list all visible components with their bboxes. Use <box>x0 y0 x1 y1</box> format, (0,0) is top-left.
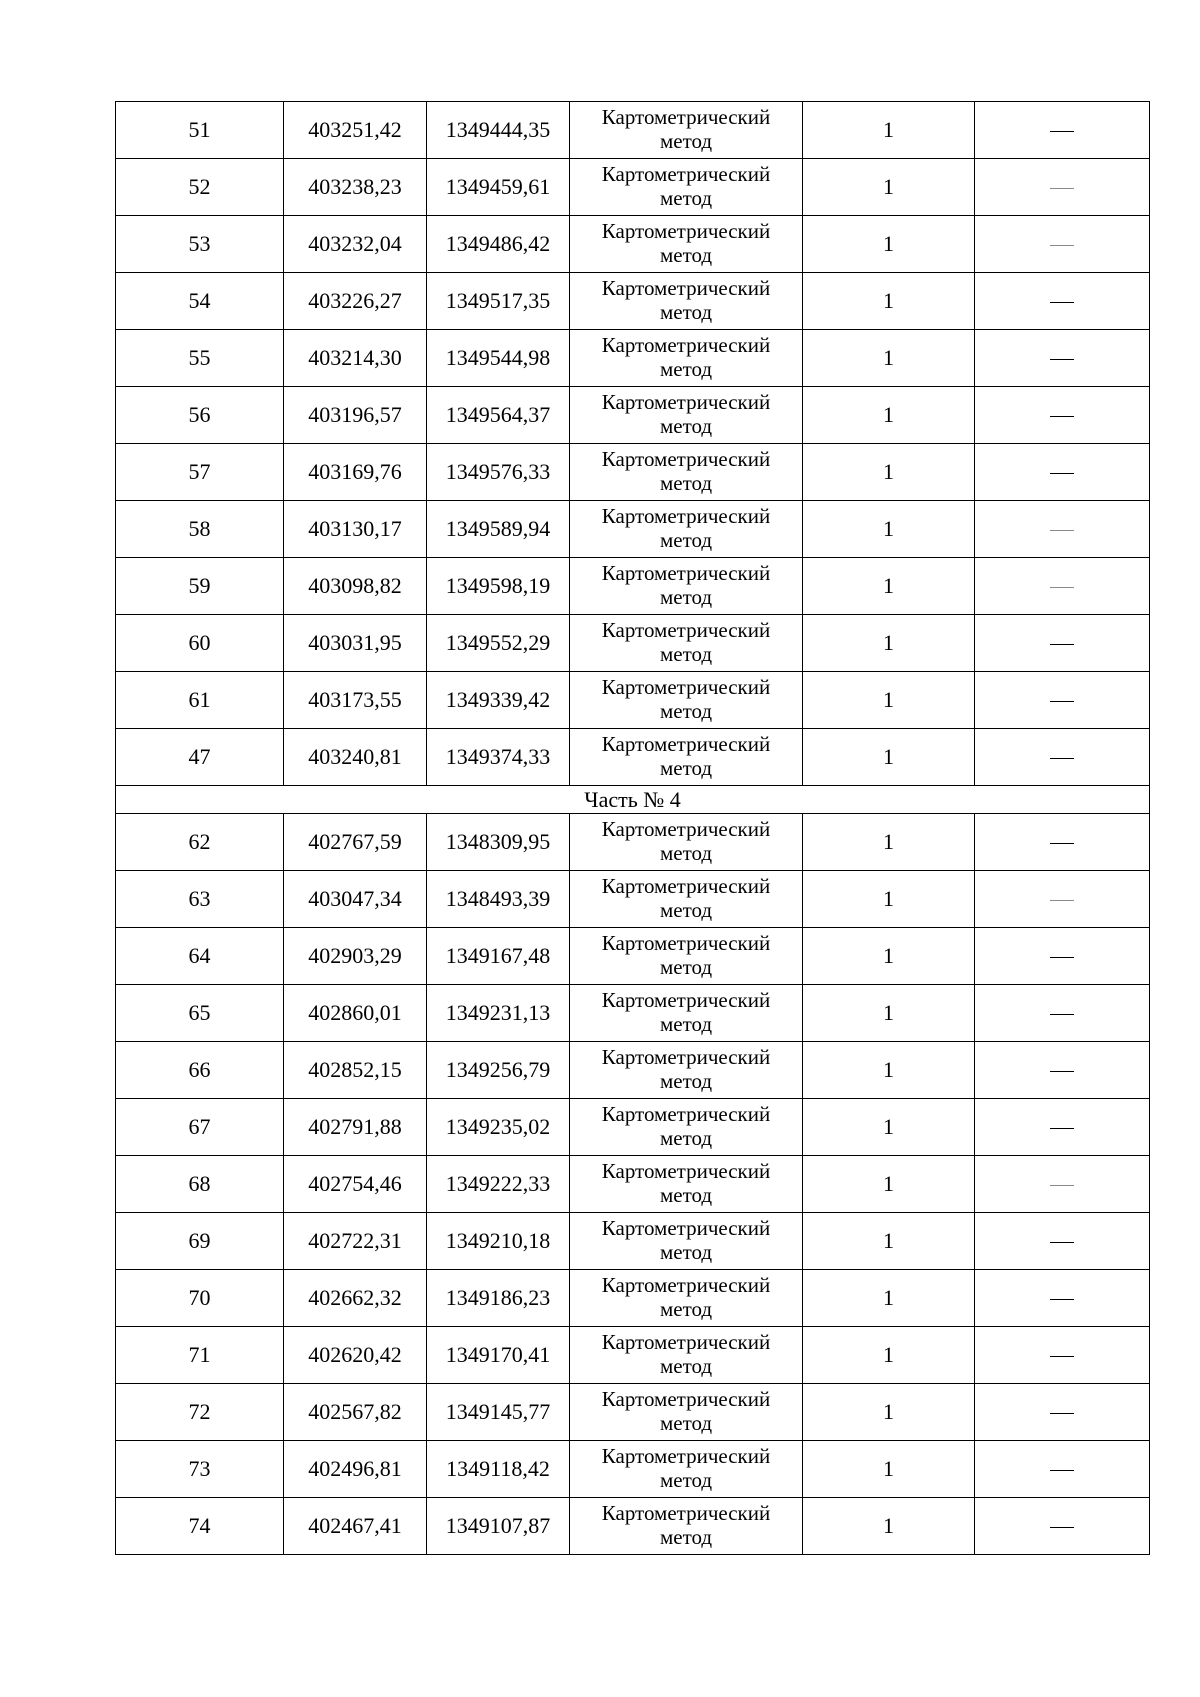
accuracy-value: 1 <box>803 814 975 871</box>
point-number: 61 <box>116 672 284 729</box>
accuracy-value: 1 <box>803 1156 975 1213</box>
method-cell <box>570 1213 803 1270</box>
x-coordinate: 402860,01 <box>284 985 427 1042</box>
x-coordinate: 403232,04 <box>284 216 427 273</box>
method-line-1: Картометрический <box>601 1216 771 1241</box>
method-line-1: Картометрический <box>601 1273 771 1298</box>
accuracy-value: 1 <box>803 444 975 501</box>
method-cell <box>570 615 803 672</box>
accuracy-value: 1 <box>803 1498 975 1555</box>
y-coordinate: 1349517,35 <box>427 273 570 330</box>
table-row <box>116 1441 1150 1498</box>
method-line-1: Картометрический <box>601 988 771 1013</box>
x-coordinate: 402903,29 <box>284 928 427 985</box>
method-cell <box>570 729 803 786</box>
method-line-1: Картометрический <box>601 817 771 842</box>
method-line-2: метод <box>659 1126 713 1150</box>
accuracy-value: 1 <box>803 1270 975 1327</box>
dash-mark <box>1050 359 1074 360</box>
x-coordinate: 402467,41 <box>284 1498 427 1555</box>
method-cell <box>570 1498 803 1555</box>
x-coordinate: 403226,27 <box>284 273 427 330</box>
dash-mark <box>1050 1185 1074 1186</box>
accuracy-value: 1 <box>803 615 975 672</box>
dash-mark <box>1050 843 1074 844</box>
table-row <box>116 1498 1150 1555</box>
dash-cell <box>975 387 1150 444</box>
point-number: 68 <box>116 1156 284 1213</box>
method-cell <box>570 1099 803 1156</box>
table-row <box>116 387 1150 444</box>
table-row <box>116 1213 1150 1270</box>
table-row <box>116 1099 1150 1156</box>
table-row <box>116 102 1150 159</box>
method-cell <box>570 985 803 1042</box>
method-cell <box>570 273 803 330</box>
method-line-1: Картометрический <box>601 1159 771 1184</box>
point-number: 74 <box>116 1498 284 1555</box>
dash-cell <box>975 928 1150 985</box>
table-row <box>116 216 1150 273</box>
dash-cell <box>975 273 1150 330</box>
method-line-2: метод <box>659 300 713 324</box>
x-coordinate: 403169,76 <box>284 444 427 501</box>
point-number: 59 <box>116 558 284 615</box>
method-line-1: Картометрический <box>601 1045 771 1070</box>
method-cell <box>570 1042 803 1099</box>
y-coordinate: 1349107,87 <box>427 1498 570 1555</box>
method-line-1: Картометрический <box>601 561 771 586</box>
y-coordinate: 1349339,42 <box>427 672 570 729</box>
method-cell <box>570 1327 803 1384</box>
point-number: 64 <box>116 928 284 985</box>
table-row <box>116 501 1150 558</box>
dash-cell <box>975 159 1150 216</box>
method-line-1: Картометрический <box>601 874 771 899</box>
y-coordinate: 1349167,48 <box>427 928 570 985</box>
table-row <box>116 729 1150 786</box>
dash-cell <box>975 1384 1150 1441</box>
y-coordinate: 1349231,13 <box>427 985 570 1042</box>
x-coordinate: 403238,23 <box>284 159 427 216</box>
method-cell <box>570 216 803 273</box>
dash-cell <box>975 615 1150 672</box>
method-line-2: метод <box>659 186 713 210</box>
accuracy-value: 1 <box>803 387 975 444</box>
method-line-2: метод <box>659 898 713 922</box>
dash-cell <box>975 1213 1150 1270</box>
table-row <box>116 871 1150 928</box>
method-cell <box>570 330 803 387</box>
section-title: Часть № 4 <box>116 786 1150 814</box>
accuracy-value: 1 <box>803 273 975 330</box>
table-row <box>116 159 1150 216</box>
method-cell <box>570 814 803 871</box>
method-line-2: метод <box>659 414 713 438</box>
y-coordinate: 1349444,35 <box>427 102 570 159</box>
method-line-1: Картометрический <box>601 504 771 529</box>
dash-mark <box>1050 644 1074 645</box>
method-cell <box>570 444 803 501</box>
dash-mark <box>1050 1527 1074 1528</box>
point-number: 47 <box>116 729 284 786</box>
y-coordinate: 1349118,42 <box>427 1441 570 1498</box>
point-number: 73 <box>116 1441 284 1498</box>
dash-cell <box>975 102 1150 159</box>
table-row <box>116 330 1150 387</box>
x-coordinate: 403047,34 <box>284 871 427 928</box>
point-number: 62 <box>116 814 284 871</box>
dash-cell <box>975 672 1150 729</box>
dash-mark <box>1050 900 1074 901</box>
x-coordinate: 403130,17 <box>284 501 427 558</box>
dash-cell <box>975 501 1150 558</box>
dash-mark <box>1050 1071 1074 1072</box>
accuracy-value: 1 <box>803 1441 975 1498</box>
method-cell <box>570 1384 803 1441</box>
point-number: 57 <box>116 444 284 501</box>
point-number: 70 <box>116 1270 284 1327</box>
method-cell <box>570 102 803 159</box>
y-coordinate: 1349210,18 <box>427 1213 570 1270</box>
method-line-1: Картометрический <box>601 1330 771 1355</box>
method-line-2: метод <box>659 1183 713 1207</box>
point-number: 56 <box>116 387 284 444</box>
accuracy-value: 1 <box>803 1327 975 1384</box>
point-number: 52 <box>116 159 284 216</box>
dash-mark <box>1050 957 1074 958</box>
method-line-2: метод <box>659 471 713 495</box>
method-line-1: Картометрический <box>601 675 771 700</box>
y-coordinate: 1349589,94 <box>427 501 570 558</box>
table-row <box>116 1384 1150 1441</box>
point-number: 60 <box>116 615 284 672</box>
accuracy-value: 1 <box>803 1213 975 1270</box>
x-coordinate: 403196,57 <box>284 387 427 444</box>
dash-mark <box>1050 530 1074 531</box>
method-line-2: метод <box>659 585 713 609</box>
dash-mark <box>1050 1299 1074 1300</box>
dash-mark <box>1050 1470 1074 1471</box>
dash-mark <box>1050 302 1074 303</box>
dash-mark <box>1050 1128 1074 1129</box>
dash-mark <box>1050 131 1074 132</box>
x-coordinate: 403098,82 <box>284 558 427 615</box>
method-line-2: метод <box>659 528 713 552</box>
accuracy-value: 1 <box>803 102 975 159</box>
y-coordinate: 1349598,19 <box>427 558 570 615</box>
dash-mark <box>1050 1014 1074 1015</box>
dash-mark <box>1050 245 1074 246</box>
method-cell <box>570 501 803 558</box>
point-number: 69 <box>116 1213 284 1270</box>
accuracy-value: 1 <box>803 985 975 1042</box>
dash-cell <box>975 985 1150 1042</box>
method-line-2: метод <box>659 642 713 666</box>
y-coordinate: 1349576,33 <box>427 444 570 501</box>
y-coordinate: 1349235,02 <box>427 1099 570 1156</box>
dash-cell <box>975 444 1150 501</box>
dash-mark <box>1050 1413 1074 1414</box>
table-row <box>116 1042 1150 1099</box>
x-coordinate: 403251,42 <box>284 102 427 159</box>
method-line-2: метод <box>659 955 713 979</box>
dash-cell <box>975 216 1150 273</box>
method-line-2: метод <box>659 1525 713 1549</box>
table-row <box>116 615 1150 672</box>
dash-mark <box>1050 587 1074 588</box>
dash-cell <box>975 1441 1150 1498</box>
point-number: 66 <box>116 1042 284 1099</box>
accuracy-value: 1 <box>803 216 975 273</box>
method-cell <box>570 1156 803 1213</box>
method-line-2: метод <box>659 1354 713 1378</box>
point-number: 67 <box>116 1099 284 1156</box>
method-line-1: Картометрический <box>601 1387 771 1412</box>
x-coordinate: 402767,59 <box>284 814 427 871</box>
y-coordinate: 1349170,41 <box>427 1327 570 1384</box>
method-line-1: Картометрический <box>601 447 771 472</box>
table-row <box>116 672 1150 729</box>
method-line-1: Картометрический <box>601 219 771 244</box>
method-line-1: Картометрический <box>601 618 771 643</box>
method-line-2: метод <box>659 756 713 780</box>
dash-cell <box>975 729 1150 786</box>
accuracy-value: 1 <box>803 558 975 615</box>
point-number: 71 <box>116 1327 284 1384</box>
point-number: 53 <box>116 216 284 273</box>
x-coordinate: 402791,88 <box>284 1099 427 1156</box>
x-coordinate: 403240,81 <box>284 729 427 786</box>
section-row <box>116 786 1150 814</box>
method-line-1: Картометрический <box>601 732 771 757</box>
point-number: 65 <box>116 985 284 1042</box>
method-line-1: Картометрический <box>601 1444 771 1469</box>
point-number: 55 <box>116 330 284 387</box>
method-cell <box>570 1270 803 1327</box>
accuracy-value: 1 <box>803 1384 975 1441</box>
table-row <box>116 1156 1150 1213</box>
method-line-1: Картометрический <box>601 931 771 956</box>
method-line-2: метод <box>659 1012 713 1036</box>
y-coordinate: 1349374,33 <box>427 729 570 786</box>
method-line-2: метод <box>659 129 713 153</box>
accuracy-value: 1 <box>803 1099 975 1156</box>
y-coordinate: 1349544,98 <box>427 330 570 387</box>
accuracy-value: 1 <box>803 330 975 387</box>
x-coordinate: 403214,30 <box>284 330 427 387</box>
dash-cell <box>975 330 1150 387</box>
table-row <box>116 1270 1150 1327</box>
accuracy-value: 1 <box>803 159 975 216</box>
method-line-2: метод <box>659 243 713 267</box>
y-coordinate: 1349459,61 <box>427 159 570 216</box>
table-row <box>116 1327 1150 1384</box>
accuracy-value: 1 <box>803 729 975 786</box>
x-coordinate: 402567,82 <box>284 1384 427 1441</box>
dash-cell <box>975 1042 1150 1099</box>
table-row <box>116 558 1150 615</box>
y-coordinate: 1349186,23 <box>427 1270 570 1327</box>
dash-cell <box>975 1270 1150 1327</box>
method-line-2: метод <box>659 357 713 381</box>
y-coordinate: 1349222,33 <box>427 1156 570 1213</box>
dash-cell <box>975 1099 1150 1156</box>
dash-mark <box>1050 758 1074 759</box>
point-number: 58 <box>116 501 284 558</box>
table-body-part-4 <box>116 814 1150 1555</box>
method-line-2: метод <box>659 699 713 723</box>
table-row <box>116 928 1150 985</box>
table-row <box>116 273 1150 330</box>
method-line-1: Картометрический <box>601 105 771 130</box>
dash-mark <box>1050 416 1074 417</box>
point-number: 51 <box>116 102 284 159</box>
method-cell <box>570 928 803 985</box>
method-line-2: метод <box>659 1069 713 1093</box>
method-cell <box>570 672 803 729</box>
dash-mark <box>1050 473 1074 474</box>
method-line-1: Картометрический <box>601 390 771 415</box>
y-coordinate: 1348309,95 <box>427 814 570 871</box>
accuracy-value: 1 <box>803 672 975 729</box>
dash-cell <box>975 1156 1150 1213</box>
accuracy-value: 1 <box>803 1042 975 1099</box>
x-coordinate: 402496,81 <box>284 1441 427 1498</box>
accuracy-value: 1 <box>803 501 975 558</box>
dash-cell <box>975 871 1150 928</box>
x-coordinate: 402722,31 <box>284 1213 427 1270</box>
dash-mark <box>1050 188 1074 189</box>
y-coordinate: 1348493,39 <box>427 871 570 928</box>
dash-cell <box>975 1498 1150 1555</box>
method-cell <box>570 558 803 615</box>
x-coordinate: 402662,32 <box>284 1270 427 1327</box>
dash-mark <box>1050 1356 1074 1357</box>
x-coordinate: 402852,15 <box>284 1042 427 1099</box>
table-row <box>116 444 1150 501</box>
table-body-part-before <box>116 102 1150 786</box>
dash-mark <box>1050 1242 1074 1243</box>
y-coordinate: 1349552,29 <box>427 615 570 672</box>
method-line-2: метод <box>659 1240 713 1264</box>
coordinates-table <box>115 101 1150 1555</box>
x-coordinate: 403031,95 <box>284 615 427 672</box>
y-coordinate: 1349256,79 <box>427 1042 570 1099</box>
dash-cell <box>975 814 1150 871</box>
dash-cell <box>975 1327 1150 1384</box>
y-coordinate: 1349145,77 <box>427 1384 570 1441</box>
method-cell <box>570 1441 803 1498</box>
method-line-2: метод <box>659 1411 713 1435</box>
y-coordinate: 1349564,37 <box>427 387 570 444</box>
x-coordinate: 403173,55 <box>284 672 427 729</box>
method-line-1: Картометрический <box>601 276 771 301</box>
y-coordinate: 1349486,42 <box>427 216 570 273</box>
x-coordinate: 402620,42 <box>284 1327 427 1384</box>
method-line-2: метод <box>659 1297 713 1321</box>
method-cell <box>570 387 803 444</box>
method-line-1: Картометрический <box>601 162 771 187</box>
table-section-header <box>116 786 1150 814</box>
table-row <box>116 814 1150 871</box>
method-cell <box>570 159 803 216</box>
point-number: 63 <box>116 871 284 928</box>
dash-mark <box>1050 701 1074 702</box>
accuracy-value: 1 <box>803 871 975 928</box>
accuracy-value: 1 <box>803 928 975 985</box>
method-line-2: метод <box>659 841 713 865</box>
method-line-1: Картометрический <box>601 333 771 358</box>
x-coordinate: 402754,46 <box>284 1156 427 1213</box>
method-cell <box>570 871 803 928</box>
dash-cell <box>975 558 1150 615</box>
point-number: 72 <box>116 1384 284 1441</box>
method-line-1: Картометрический <box>601 1501 771 1526</box>
method-line-1: Картометрический <box>601 1102 771 1127</box>
table-row <box>116 985 1150 1042</box>
method-line-2: метод <box>659 1468 713 1492</box>
point-number: 54 <box>116 273 284 330</box>
